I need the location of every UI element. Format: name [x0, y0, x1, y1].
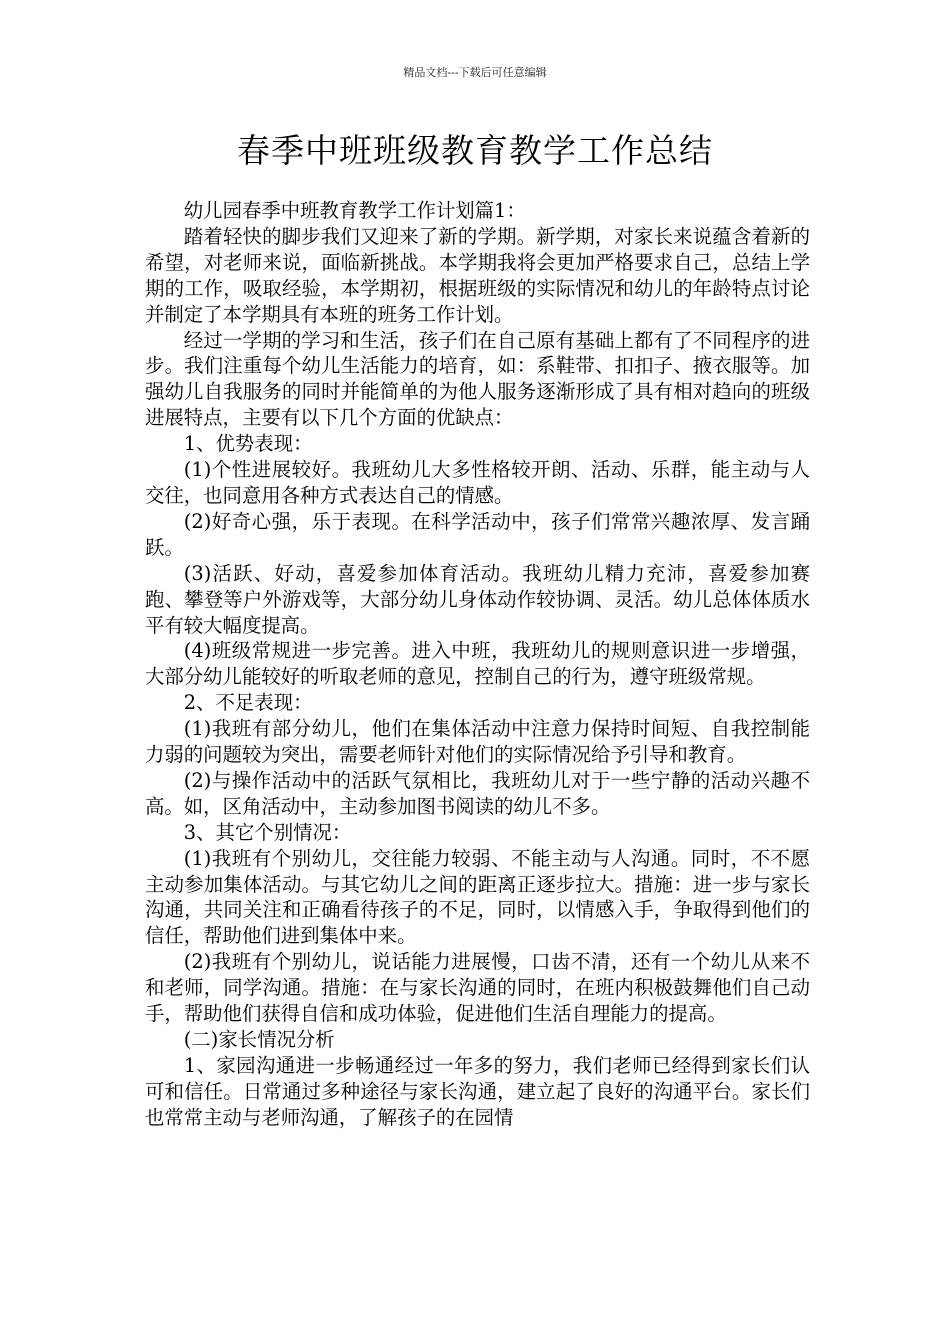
- paragraph-strength-2: (2)好奇心强，乐于表现。在科学活动中，孩子们常常兴趣浓厚、发言踊跃。: [145, 509, 810, 559]
- paragraph-progress: 经过一学期的学习和生活，孩子们在自己原有基础上都有了不同程序的进步。我们注重每个幼儿生活能力的培育，如：系鞋带、扣扣子、掖衣服等。加强幼儿自我服务的同时并能简单的为他人服务逐渐形成了具有相对趋向的班级进展特点，主要有以下几个方面的优缺点：: [145, 328, 810, 430]
- paragraph-individual-2: (2)我班有个别幼儿，说话能力进展慢，口齿不清，还有一个幼儿从来不和老师，同学沟通。措施：在与家长沟通的同时，在班内积极鼓舞他们自己动手，帮助他们获得自信和成功体验，促进他们生活自理能力的提高。: [145, 950, 810, 1026]
- section-heading-individual: 3、其它个别情况：: [183, 820, 352, 844]
- document-body: [145, 198, 810, 1131]
- section-heading-weaknesses: 2、不足表现：: [183, 691, 313, 715]
- section-heading-strengths: 1、优势表现：: [183, 432, 313, 456]
- paragraph-weakness-1: (1)我班有部分幼儿，他们在集体活动中注意力保持时间短、自我控制能力弱的问题较为突出，需要老师针对他们的实际情况给予引导和教育。: [145, 717, 810, 767]
- paragraph-intro: 踏着轻快的脚步我们又迎来了新的学期。新学期，对家长来说蕴含着新的希望，对老师来说，面临新挑战。本学期我将会更加严格要求自己，总结上学期的工作，吸取经验，本学期初，根据班级的实际情况和幼儿的年龄特点讨论并制定了本学期具有本班的班务工作计划。: [145, 224, 810, 326]
- page-header-note: 精品文档---下载后可任意编辑: [403, 66, 547, 79]
- paragraph-plan-heading: 幼儿园春季中班教育教学工作计划篇1：: [183, 199, 526, 222]
- paragraph-weakness-2: (2)与操作活动中的活跃气氛相比，我班幼儿对于一些宁静的活动兴趣不高。如，区角活动中，主动参加图书阅读的幼儿不多。: [145, 768, 810, 818]
- paragraph-individual-1: (1)我班有个别幼儿，交往能力较弱、不能主动与人沟通。同时，不不愿主动参加集体活动。与其它幼儿之间的距离正逐步拉大。措施：进一步与家长沟通，共同关注和正确看待孩子的不足，同时，以情感入手，争取得到他们的信任，帮助他们进到集体中来。: [145, 846, 810, 948]
- paragraph-parents-1: 1、家园沟通进一步畅通经过一年多的努力，我们老师已经得到家长们认可和信任。日常通过多种途径与家长沟通，建立起了良好的沟通平台。家长们也常常主动与老师沟通，了解孩子的在园情: [145, 1053, 810, 1129]
- section-heading-parents: (二)家长情况分析: [183, 1028, 335, 1051]
- paragraph-strength-3: (3)活跃、好动，喜爱参加体育活动。我班幼儿精力充沛，喜爱参加赛跑、攀登等户外游戏等，大部分幼儿身体动作较协调、灵活。幼儿总体体质水平有较大幅度提高。: [145, 561, 810, 637]
- paragraph-strength-4: (4)班级常规进一步完善。进入中班，我班幼儿的规则意识进一步增强，大部分幼儿能较好的听取老师的意见，控制自己的行为，遵守班级常规。: [145, 639, 810, 689]
- paragraph-strength-1: (1)个性进展较好。我班幼儿大多性格较开朗、活动、乐群，能主动与人交往，也同意用各种方式表达自己的情感。: [145, 458, 810, 507]
- document-title: 春季中班班级教育教学工作总结: [237, 131, 713, 170]
